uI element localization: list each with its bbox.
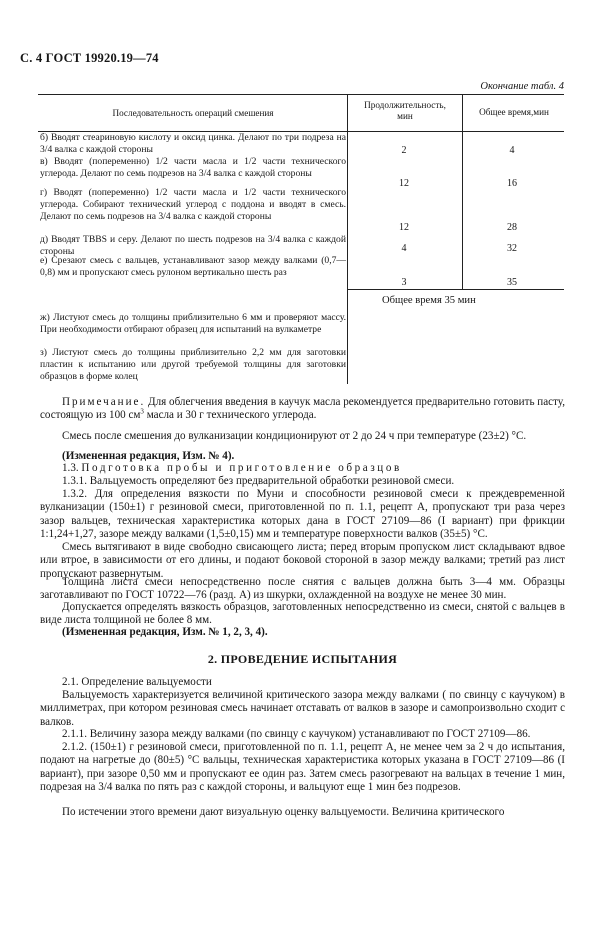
table-row-b-total: 4 (509, 145, 515, 156)
table-total-time: Общее время 35 мин (382, 295, 476, 306)
table-row-e-text: е) Срезают смесь с вальцев, устанавливают зазор между валками (0,7—0,8) мм и пропускают смесь рулоном вертикально шесть раз (40, 255, 346, 279)
table-row-v-total: 16 (507, 178, 517, 189)
paragraph-thickness: Толщина листа смеси непосредственно после снятия с вальцев должна быть 3—4 мм. Образцы заготавливают по ГОСТ 10722—76 (разд. А) из шкурки, охлажденной на воздухе не менее 30 мин. (40, 576, 565, 602)
table-caption: Окончание табл. 4 (480, 81, 564, 92)
section-1-3-heading (40, 462, 565, 475)
col-header-duration (349, 100, 461, 122)
paragraph-conditioning: Смесь после смешения до вулканизации кондиционируют от 2 до 24 ч при температуре (23±2) °С. (62, 430, 527, 442)
section-1-3-number: 1.3. (62, 462, 79, 474)
table-row-d-duration: 4 (401, 243, 407, 254)
table-row-b-text: б) Вводят стеариновую кислоту и оксид цинка. Делают по три подреза на 3/4 валка с каждой стороны (40, 132, 346, 156)
table-row-v-duration: 12 (399, 178, 409, 189)
table-row-d-total: 32 (507, 243, 517, 254)
table-col-divider-2 (462, 94, 463, 290)
col-header-duration-unit: мин (397, 111, 413, 121)
section-2-title: 2. ПРОВЕДЕНИЕ ИСПЫТАНИЯ (207, 652, 398, 666)
paragraph-2-1-2: 2.1.2. (150±1) г резиновой смеси, приготовленной по п. 1.1, рецепт А, не менее чем за 2 ч до испытания, подают на нагретые до (80±5) °С вальцы, техническая характеристика которых указана в ГОСТ 27109—86 (I вариант), при зазоре 0,50 мм и пропускают ее один раз. Затем смесь разогревают на вальцах в течение 1 мин, подрезая на 3/4 валка по пять раз с каждой стороны, и вальцуют еще 1 мин без подрезов. (40, 741, 565, 793)
paragraph-allowed: Допускается определять вязкость образцов, заготовленных непосредственно из смеси, снятой с вальцев в виде листа толщиной не более 8 мм. (40, 601, 565, 627)
paragraph-last: По истечении этого времени дают визуальную оценку вальцуемости. Величина критического (62, 806, 505, 818)
table-row-g-total: 28 (507, 222, 517, 233)
section-2-1-heading: 2.1. Определение вальцуемости (62, 676, 212, 688)
note-text-b: масла и 30 г технического углерода. (143, 409, 317, 422)
col-header-total: Общее время,мин (479, 107, 549, 117)
section-1-3-title: Подготовка пробы и приготовление образцов (81, 462, 402, 474)
table-top-border (38, 94, 564, 95)
table-row-g-text: г) Вводят (попеременно) 1/2 части масла и 1/2 части технического углерода. Собирают технический углерод с поддона и вводят в смесь. Делают по семь подрезов на 3/4 валка с каждой стороны (40, 187, 346, 223)
table-row-e-total: 35 (507, 277, 517, 288)
table-row-v-text: в) Вводят (попеременно) 1/2 части масла и 1/2 части технического углерода. Делают по семь подрезов на 3/4 валка с каждой стороны (40, 156, 346, 180)
page-header: С. 4 ГОСТ 19920.19—74 (20, 51, 159, 65)
table-row-g-duration: 12 (399, 222, 409, 233)
edit-note-2: (Измененная редакция, Изм. № 1, 2, 3, 4). (62, 626, 268, 638)
table-row-z-text: з) Листуют смесь до толщины приблизительно 2,2 мм для заготовки пластин к испытанию или другой требуемой толщины для заготовки образцов в форме колец (40, 347, 346, 383)
table-note (40, 396, 565, 423)
table-col-divider-1 (347, 94, 348, 384)
col-header-operations: Последовательность операций смешения (112, 108, 274, 118)
edit-note-1: (Измененная редакция, Изм. № 4). (62, 450, 235, 462)
note-text-a: Для облегчения введения в каучук масла рекомендуется предварительно готовить пасту, состоящую из 100 см (40, 396, 565, 422)
paragraph-2-definition: Вальцуемость характеризуется величиной критического зазора между валками ( по свинцу с каучуком) в миллиметрах, при котором резиновая смесь начинает отставать от валков в зазоре и самопроизвольно сходит с валков. (40, 689, 565, 728)
col-header-duration-label: Продолжительность, (364, 100, 446, 110)
note-label: Примечание. (62, 396, 146, 408)
table-row-zh-text: ж) Листуют смесь до толщины приблизительно 6 мм и проверяют массу. При необходимости отбирают образец для испытаний на вулкаметре (40, 312, 346, 336)
table-row-e-duration: 3 (401, 277, 407, 288)
table-row-b-duration: 2 (401, 145, 407, 156)
table-bottom-border (348, 289, 564, 290)
paragraph-2-1-1: 2.1.1. Величину зазора между валками (по свинцу с каучуком) устанавливают по ГОСТ 27109—86. (62, 728, 531, 740)
paragraph-1-3-1: 1.3.1. Вальцуемость определяют без предварительной обработки резиновой смеси. (62, 475, 455, 487)
paragraph-sheet: Смесь вытягивают в виде свободно свисающего листа; перед вторым пропуском лист складывают вдвое или втрое, в зависимости от его длины, и подают боковой стороной в зазор между валками; третий раз лист пропускают развернутым. (40, 541, 565, 580)
note-superscript: 3 (140, 407, 144, 416)
table-row-d-text: д) Вводят TBBS и серу. Делают по шесть подрезов на 3/4 валка с каждой стороны (40, 234, 346, 258)
paragraph-1-3-2: 1.3.2. Для определения вязкости по Муни и способности резиновой смеси к преждевременной вулканизации (150±1) г резиновой смеси, приготовленной по п. 1.1, рецепт А, пропускают три раза через зазор вальцев, техническая характеристика которых дана в ГОСТ 27109—86 (I вариант) при фрикции 1:1,24+1,27, зазоре между валками (1,5±0,15) мм и температуре поверхности валков (35±5) °С. (40, 488, 565, 540)
